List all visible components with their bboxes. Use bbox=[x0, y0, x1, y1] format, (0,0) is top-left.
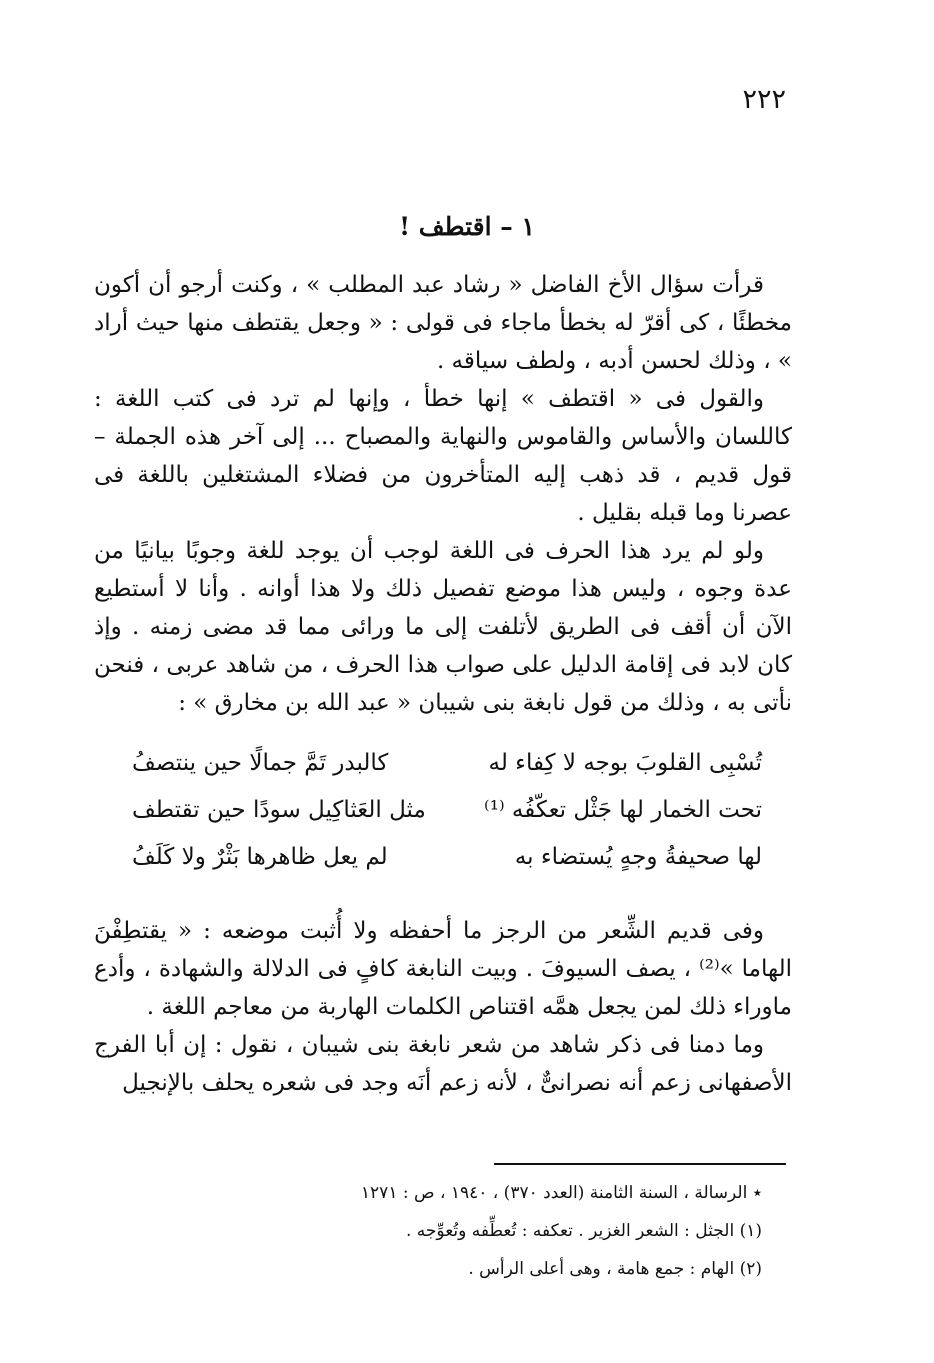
poem-second-hemistich: كالبدر تَمَّ جمالًا حين ينتصفُ bbox=[132, 750, 389, 776]
paragraph bbox=[94, 912, 792, 1026]
text-line: قرأت سؤال الأخ الفاضل « رشاد عبد المطلب » ، وكنت أرجو أن أكون bbox=[94, 272, 764, 298]
poem-first-hemistich: تُسْبِى القلوبَ بوجه لا كِفاء له bbox=[488, 750, 762, 776]
text-line: والأساس والقاموس والنهاية والمصباح ... إلى آخر هذه الجملة – قول قديم ، قد bbox=[94, 424, 793, 488]
text-line: وفى قديم الشِّعر من الرجز ما أحفظه ولا أُثبت موضعه : « يقتطِفْنَ bbox=[94, 918, 764, 944]
page-number: ٢٢٢ bbox=[742, 84, 786, 115]
text-line: وذلك لحسن أدبه ، ولطف سياقه . bbox=[436, 348, 756, 374]
text-line: فى الطريق لأتلفت إلى ما ورائى مما قد مضى زمنه . وإذ كان لابد فى إقامة الدليل bbox=[94, 614, 793, 678]
text-line: ذهب إليه المتأخرون من فضلاء المشتغلين باللغة فى عصرنا وما قبله بقليل . bbox=[94, 462, 792, 526]
footnote-source: ٭ الرسالة ، السنة الثامنة (العدد ٣٧٠) ، ١٩٤٠ ، ص : ١٢٧١ bbox=[360, 1183, 762, 1203]
body-text-top bbox=[94, 266, 792, 722]
poem bbox=[132, 740, 762, 881]
paragraph bbox=[94, 1026, 792, 1102]
poem-second-hemistich: لم يعل ظاهرها بَثْرٌ ولا كَلَفُ bbox=[132, 844, 388, 870]
text-line: الهاما »⁽²⁾ ، يصف السيوفَ . وبيت النابغة كافٍ فى الدلالة والشهادة ، وأدع bbox=[94, 956, 792, 982]
section-title: ١ – اقتطف ! bbox=[399, 212, 535, 241]
poem-verse bbox=[132, 740, 762, 787]
poem-first-hemistich: لها صحيفةُ وجهٍ يُستضاء به bbox=[514, 844, 762, 870]
poem-second-hemistich: مثل العَثاكِيل سودًا حين تقتطف bbox=[132, 797, 426, 823]
text-line: بنى شيبان « عبد الله بن مخارق » : bbox=[178, 690, 516, 716]
text-line: وجوه ، وليس هذا موضع تفصيل ذلك ولا هذا أوانه . وأنا لا أستطيع الآن أن أقف bbox=[94, 576, 792, 640]
poem-verse bbox=[132, 787, 762, 834]
footnotes bbox=[260, 1174, 762, 1288]
text-line: ماوراء ذلك لمن يجعل همَّه اقتناص الكلمات الهاربة من معاجم اللغة . bbox=[146, 994, 792, 1020]
footnote-separator bbox=[494, 1163, 786, 1165]
poem-verse bbox=[132, 834, 762, 881]
paragraph bbox=[94, 380, 792, 532]
text-line: والقول فى « اقتطف » إنها خطأ ، وإنها لم ترد فى كتب اللغة : كاللسان bbox=[94, 386, 793, 450]
footnote-2: (٢) الهام : جمع هامة ، وهى أعلى الرأس . bbox=[468, 1259, 762, 1279]
paragraph bbox=[94, 532, 792, 722]
text-line: على صواب هذا الحرف ، من شاهد عربى ، فنحن نأتى به ، وذلك من قول نابغة bbox=[94, 652, 792, 716]
text-line: ولو لم يرد هذا الحرف فى اللغة لوجب أن يوجد للغة وجوبًا بيانيًا من عدة bbox=[94, 538, 792, 602]
text-line: مخطئًا ، كى أقرّ له بخطأ ماجاء فى قولى : « وجعل يقتطف منها حيث أراد » ، bbox=[94, 310, 792, 374]
text-line: الأصفهانى زعم أنه نصرانىٌّ ، لأنه زعم أنَه وجد فى شعره يحلف بالإنجيل bbox=[122, 1070, 792, 1096]
paragraph bbox=[94, 266, 792, 380]
text-line: وما دمنا فى ذكر شاهد من شعر نابغة بنى شيبان ، نقول : إن أبا الفرج bbox=[94, 1032, 764, 1058]
body-text-bottom bbox=[94, 912, 792, 1102]
poem-first-hemistich: تحت الخمار لها جَثْل تعكّفُه ⁽¹⁾ bbox=[484, 797, 762, 823]
footnote-1: (١) الجثل : الشعر الغزير . تعكفه : تُعطِّفه وتُعوِّجه . bbox=[405, 1221, 762, 1241]
